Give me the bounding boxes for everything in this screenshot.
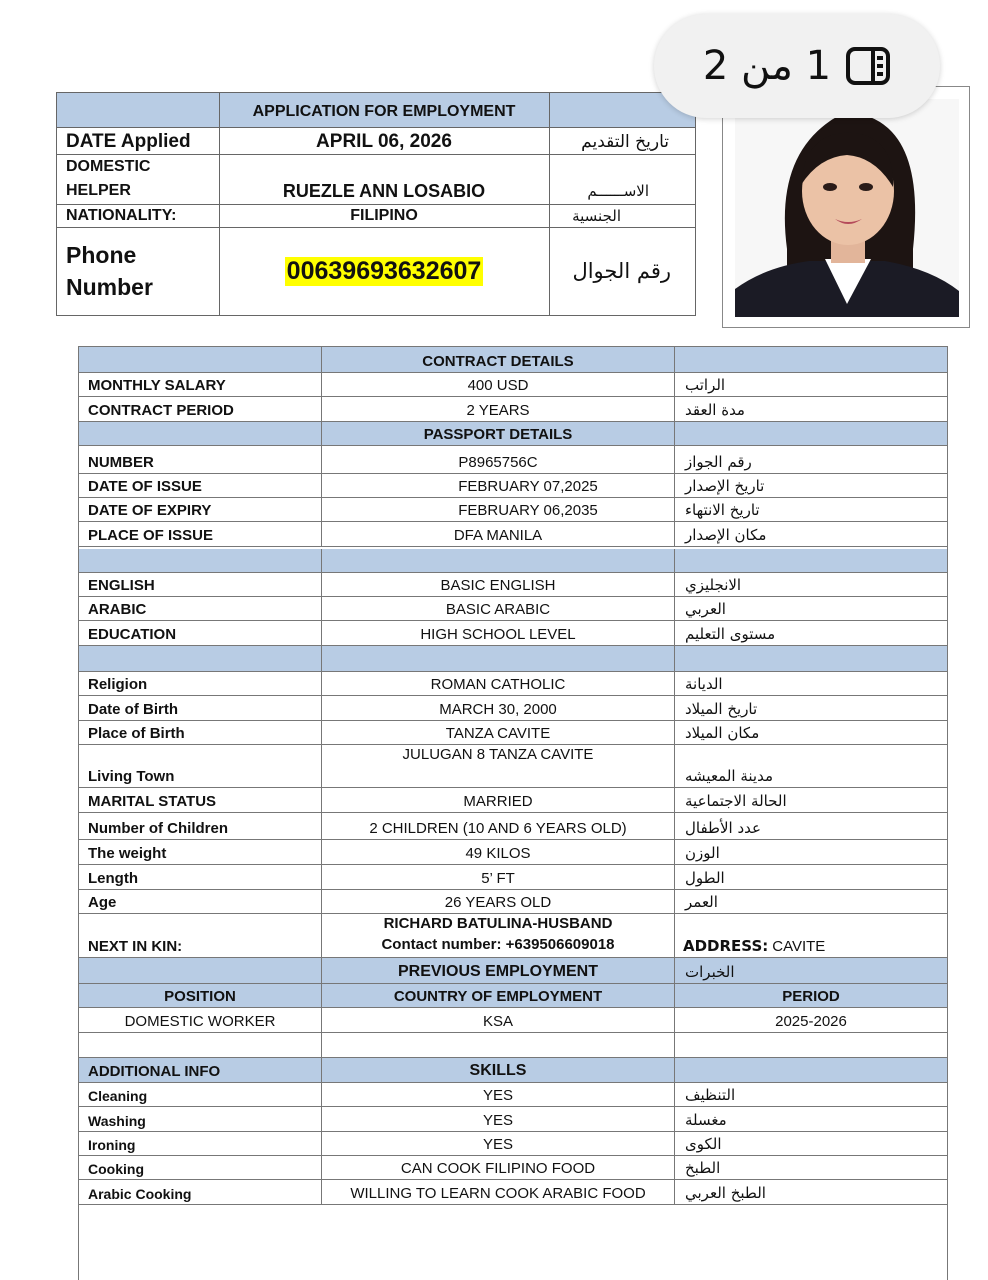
row-value: MARRIED	[322, 788, 675, 812]
table-row	[79, 1156, 947, 1180]
row-value: 2 YEARS	[322, 397, 675, 421]
personal-section-header	[79, 646, 947, 672]
row-value: YES	[322, 1083, 675, 1106]
row-label: EDUCATION	[79, 621, 322, 645]
table-row	[79, 573, 947, 597]
row-value: HIGH SCHOOL LEVEL	[322, 621, 675, 645]
date-applied-arabic: تاريخ التقديم	[581, 132, 669, 152]
table-row	[79, 890, 947, 914]
contract-section-header	[79, 347, 947, 373]
country-header: COUNTRY OF EMPLOYMENT	[322, 984, 675, 1007]
row-label: ENGLISH	[79, 573, 322, 596]
row-label: NUMBER	[79, 446, 322, 473]
nationality-label: NATIONALITY:	[66, 207, 177, 224]
address-label: ADDRESS:	[683, 937, 769, 955]
row-value: 2 CHILDREN (10 AND 6 YEARS OLD)	[322, 813, 675, 839]
row-value: MARCH 30, 2000	[322, 696, 675, 720]
page-indicator[interactable]	[654, 14, 940, 118]
row-label: Living Town	[79, 745, 322, 787]
name-arabic: الاســــــم	[587, 182, 649, 200]
row-arabic: رقم الجواز	[685, 453, 752, 471]
row-label: MARITAL STATUS	[79, 788, 322, 812]
row-arabic: التنظيف	[685, 1086, 736, 1104]
row-label: DATE OF ISSUE	[79, 474, 322, 497]
table-row	[79, 446, 947, 474]
table-row	[79, 1008, 947, 1033]
row-label: Washing	[79, 1107, 322, 1131]
domestic-helper-label: DOMESTIC HELPER	[66, 158, 151, 199]
page-indicator-text: 1 من 2	[702, 43, 832, 89]
row-arabic: العمر	[685, 893, 718, 911]
date-applied-value: APRIL 06, 2026	[316, 131, 452, 152]
row-label: CONTRACT PERIOD	[79, 397, 322, 421]
employment-arabic: الخبرات	[685, 963, 735, 981]
row-arabic: تاريخ الانتهاء	[685, 501, 760, 519]
table-row	[79, 1180, 947, 1205]
row-arabic: الكوى	[685, 1135, 722, 1153]
row-value: FEBRUARY 06,2035	[322, 498, 675, 521]
row-arabic: مستوى التعليم	[685, 625, 776, 643]
employment-column-headers	[79, 984, 947, 1008]
table-row	[79, 1132, 947, 1156]
languages-section-header	[79, 549, 947, 573]
applicant-photo	[722, 86, 970, 328]
next-of-kin-label: NEXT IN KIN:	[79, 914, 322, 957]
table-row	[79, 865, 947, 890]
table-row	[79, 474, 947, 498]
next-of-kin-details	[322, 914, 675, 957]
row-label: Number of Children	[79, 813, 322, 839]
row-value: CAN COOK FILIPINO FOOD	[322, 1156, 675, 1179]
row-label: PLACE OF ISSUE	[79, 522, 322, 546]
row-value: JULUGAN 8 TANZA CAVITE	[322, 745, 675, 787]
table-row	[79, 498, 947, 522]
row-label: The weight	[79, 840, 322, 864]
row-arabic: الطبخ	[685, 1159, 721, 1177]
skills-title: SKILLS	[322, 1058, 675, 1082]
passport-title: PASSPORT DETAILS	[322, 422, 675, 445]
row-value: 26 YEARS OLD	[322, 890, 675, 913]
application-title: APPLICATION FOR EMPLOYMENT	[252, 103, 516, 120]
row-value: WILLING TO LEARN COOK ARABIC FOOD	[322, 1180, 675, 1204]
row-arabic: مغسلة	[685, 1111, 727, 1129]
row-label: Religion	[79, 672, 322, 695]
row-label: Length	[79, 865, 322, 889]
table-row	[79, 696, 947, 721]
row-value: FEBRUARY 07,2025	[322, 474, 675, 497]
next-of-kin-address	[675, 914, 947, 957]
phone-arabic: رقم الجوال	[572, 259, 671, 283]
row-label: Arabic Cooking	[79, 1180, 322, 1204]
row-label: Place of Birth	[79, 721, 322, 744]
row-label: Ironing	[79, 1132, 322, 1155]
row-value: ROMAN CATHOLIC	[322, 672, 675, 695]
table-row	[79, 1083, 947, 1107]
contract-title: CONTRACT DETAILS	[322, 347, 675, 372]
row-arabic: مكان الإصدار	[685, 526, 767, 544]
book-pages-icon	[845, 46, 891, 86]
phone-label: Phone Number	[66, 242, 153, 300]
row-arabic: تاريخ الميلاد	[685, 700, 758, 718]
row-value: 400 USD	[322, 373, 675, 396]
phone-value-cell	[219, 227, 549, 315]
applicant-photo-image	[735, 99, 959, 317]
row-label: Cooking	[79, 1156, 322, 1179]
spacer-row	[79, 1033, 947, 1058]
nationality-value: FILIPINO	[350, 207, 418, 224]
position-value: DOMESTIC WORKER	[79, 1008, 322, 1032]
row-arabic: الطبخ العربي	[685, 1184, 766, 1202]
details-table	[78, 346, 948, 1280]
row-arabic: مكان الميلاد	[685, 724, 760, 742]
table-row	[79, 373, 947, 397]
period-value: 2025-2026	[775, 1013, 847, 1030]
table-row	[79, 721, 947, 745]
skills-section-header	[79, 1058, 947, 1083]
row-label: ARABIC	[79, 597, 322, 620]
row-arabic: مدة العقد	[685, 401, 745, 419]
table-row	[79, 621, 947, 646]
row-arabic: الوزن	[685, 844, 720, 862]
row-arabic: عدد الأطفال	[685, 819, 761, 837]
row-arabic: العربي	[685, 600, 726, 618]
position-header: POSITION	[79, 984, 322, 1007]
nationality-arabic: الجنسية	[572, 207, 621, 225]
country-value: KSA	[322, 1008, 675, 1032]
row-value: YES	[322, 1107, 675, 1131]
row-arabic: تاريخ الإصدار	[685, 477, 765, 495]
row-label: Cleaning	[79, 1083, 322, 1106]
table-row	[79, 672, 947, 696]
next-of-kin-row	[79, 914, 947, 958]
row-label: Date of Birth	[79, 696, 322, 720]
employment-title: PREVIOUS EMPLOYMENT	[322, 958, 675, 983]
row-arabic: مدينة المعيشه	[685, 767, 774, 785]
phone-number-highlighted: 00639693632607	[286, 256, 482, 285]
table-row	[79, 597, 947, 621]
address-value: CAVITE	[772, 938, 826, 955]
next-of-kin-contact: Contact number: +639506609018	[381, 936, 615, 953]
table-row	[79, 788, 947, 813]
additional-info-label: ADDITIONAL INFO	[79, 1058, 322, 1082]
row-arabic: الحالة الاجتماعية	[685, 792, 787, 810]
row-label: Age	[79, 890, 322, 913]
row-value: BASIC ARABIC	[322, 597, 675, 620]
table-row	[79, 813, 947, 840]
row-value: DFA MANILA	[322, 522, 675, 546]
row-value: P8965756C	[322, 446, 675, 473]
row-label: MONTHLY SALARY	[79, 373, 322, 396]
table-row	[79, 522, 947, 547]
row-arabic: الطول	[685, 869, 725, 887]
employment-section-header	[79, 958, 947, 984]
table-row	[79, 397, 947, 422]
row-value: 49 KILOS	[322, 840, 675, 864]
row-value: BASIC ENGLISH	[322, 573, 675, 596]
applicant-name: RUEZLE ANN LOSABIO	[282, 180, 486, 201]
passport-section-header	[79, 422, 947, 446]
row-arabic: الديانة	[685, 675, 723, 693]
applicant-header-table	[56, 92, 696, 316]
row-arabic: الانجليزي	[685, 576, 742, 594]
next-of-kin-name: RICHARD BATULINA-HUSBAND	[383, 915, 613, 932]
table-row	[79, 840, 947, 865]
date-applied-label: DATE Applied	[66, 131, 191, 152]
row-value: TANZA CAVITE	[322, 721, 675, 744]
table-row	[79, 745, 947, 788]
period-header: PERIOD	[782, 988, 840, 1005]
row-value: YES	[322, 1132, 675, 1155]
row-arabic: الراتب	[685, 376, 726, 394]
row-value: 5’ FT	[322, 865, 675, 889]
table-row	[79, 1107, 947, 1132]
row-label: DATE OF EXPIRY	[79, 498, 322, 521]
